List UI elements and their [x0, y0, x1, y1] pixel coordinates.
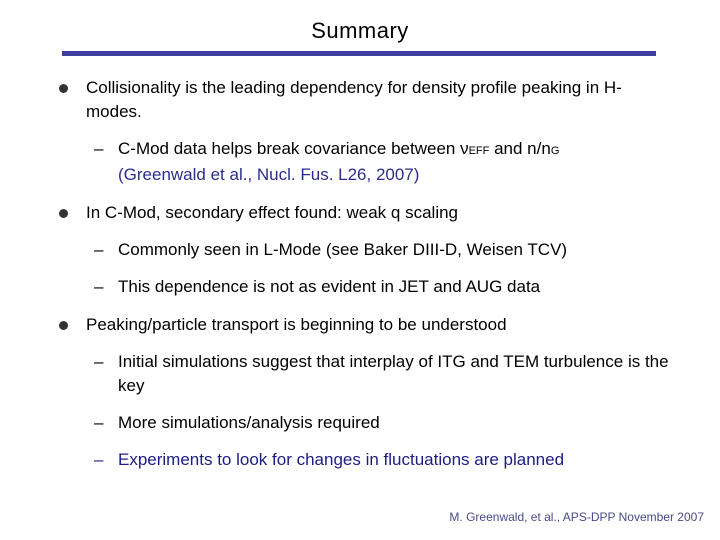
sub-bullet-text: This dependence is not as evident in JET and AUG data — [118, 277, 541, 296]
dash-icon: – — [94, 277, 104, 296]
nu-symbol: ν — [460, 139, 469, 158]
bullet-collisionality — [56, 76, 676, 124]
bullet-text: Collisionality is the leading dependency for density profile peaking in H-modes. — [86, 78, 622, 121]
dash-icon: – — [94, 450, 104, 469]
sub-bullet-lmode — [56, 238, 676, 262]
sub-bullet-more-simulations — [56, 411, 676, 435]
footer-credit: M. Greenwald, et al., APS-DPP November 2007 — [449, 510, 704, 524]
slide-content — [56, 76, 676, 472]
sub-bullet-text-pre: C-Mod data helps break covariance between — [118, 139, 461, 158]
n-subscript: G — [550, 145, 560, 157]
sub-bullet-text-mid: and n/n — [489, 139, 551, 158]
dash-icon: – — [94, 352, 104, 371]
sub-bullet-text: Experiments to look for changes in fluctuations are planned — [118, 450, 565, 469]
dash-icon: – — [94, 139, 104, 158]
nu-subscript: EFF — [468, 145, 490, 157]
bullet-text: Peaking/particle transport is beginning to be understood — [86, 315, 507, 334]
bullet-dot-icon — [59, 321, 68, 330]
bullet-text: In C-Mod, secondary effect found: weak q scaling — [86, 203, 458, 222]
slide-title: Summary — [311, 18, 409, 43]
bullet-peaking-transport — [56, 313, 676, 337]
bullet-dot-icon — [59, 209, 68, 218]
sub-bullet-text: More simulations/analysis required — [118, 413, 380, 432]
sub-bullet-experiments — [56, 448, 676, 472]
sub-bullet-simulations-itg-tem — [56, 350, 676, 398]
sub-bullet-text: Commonly seen in L-Mode (see Baker DIII-D, Weisen TCV) — [118, 240, 568, 259]
dash-icon: – — [94, 240, 104, 259]
sub-bullet-text: Initial simulations suggest that interplay of ITG and TEM turbulence is the key — [118, 352, 669, 395]
bullet-dot-icon — [59, 84, 68, 93]
sub-bullet-cmod-covariance — [56, 137, 676, 187]
sub-bullet-jet-aug — [56, 275, 676, 299]
bullet-weak-q-scaling — [56, 201, 676, 225]
dash-icon: – — [94, 413, 104, 432]
citation: (Greenwald et al., Nucl. Fus. L26, 2007) — [118, 165, 420, 184]
title-rule — [62, 51, 656, 56]
